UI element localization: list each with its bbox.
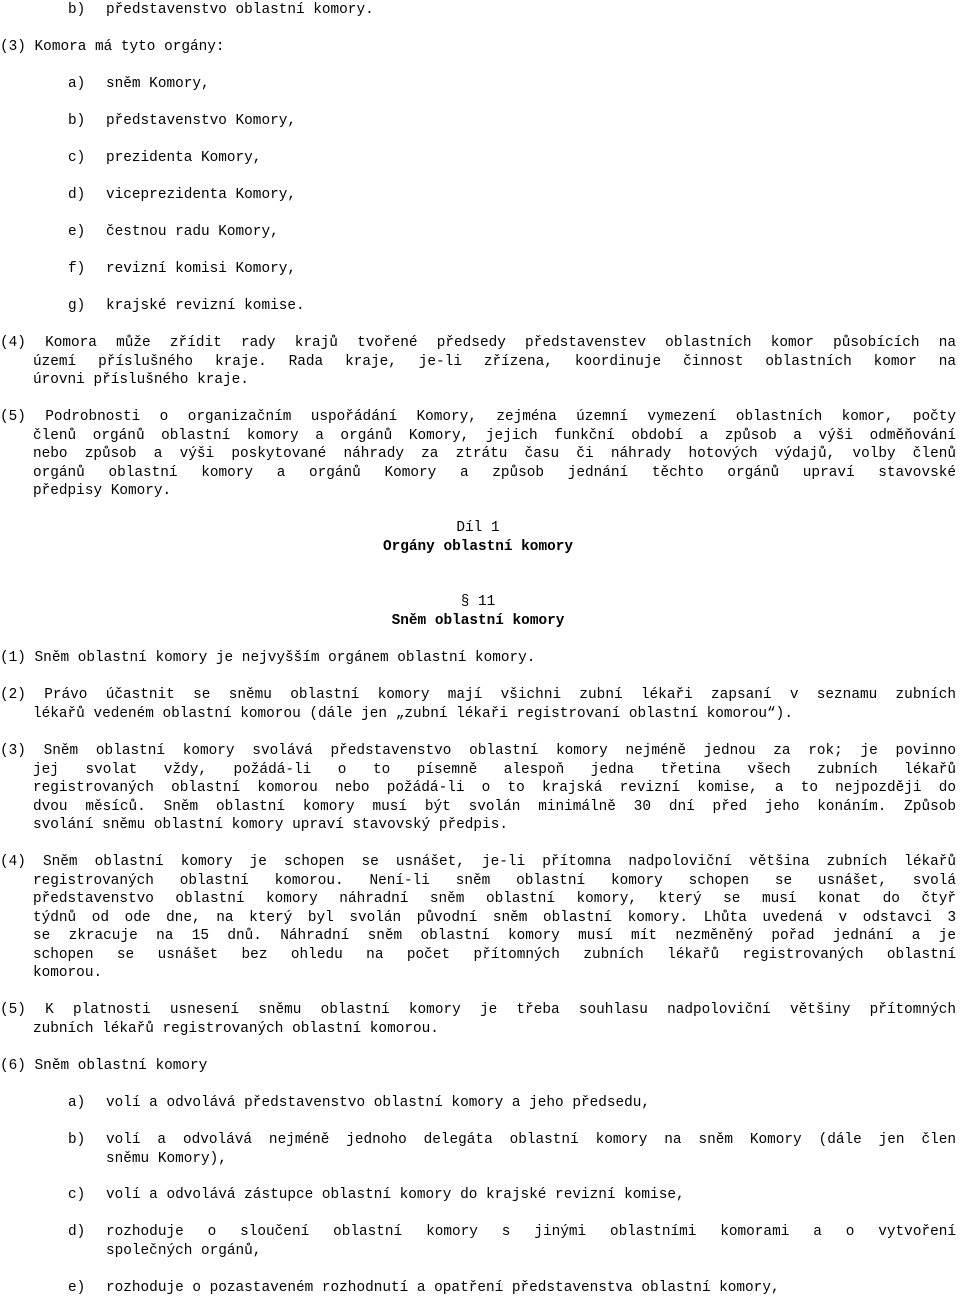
list-item-label: b) (68, 2, 86, 18)
list-item-label: d) (68, 187, 86, 203)
list-item-label: b) (68, 1132, 86, 1148)
list-item-text: čestnou radu Komory, (106, 224, 279, 240)
list-item (68, 223, 279, 242)
part-label: Díl 1 (456, 520, 500, 536)
list-item-label: a) (68, 1095, 86, 1111)
section-paragraph-5: (5) K platnosti usnesení sněmu oblastní komory je třeba souhlasu nadpoloviční většiny přítomných zubních lékařů registrovaných oblastní komorou. (0, 1002, 956, 1037)
paragraph-4: (4) Komora může zřídit rady krajů tvořené předsedy představenstev oblastních komor působících na území příslušného kraje. Rada kraje, je-li zřízena, koordinuje činnost oblastních komor na úrovni příslušného kraje. (0, 335, 956, 388)
list-item-text: volí a odvolává nejméně jednoho delegáta oblastní komory na sněm Komory (dále jen člen (106, 1132, 956, 1148)
list-item (68, 149, 261, 168)
section-paragraph-3: (3) Sněm oblastní komory svolává představenstvo oblastní komory nejméně jednou za rok; je povinno jej svolat vždy, požádá-li o to písemně alespoň jedna třetina všech zubních lékařů registrovaných oblastní komorou nebo požádá-li o to krajská revizní komise, a to nejpozději do dvou měsíců. Sněm oblastní komory musí být svolán minimálně 30 dní před jeho konáním. Způsob svolání sněmu oblastní komory upraví stavovský předpis. (0, 743, 956, 833)
list-item (68, 112, 296, 131)
list-item-text: volí a odvolává zástupce oblastní komory do krajské revizní komise, (106, 1187, 685, 1203)
section-number: § 11 (460, 594, 496, 610)
list-item-label: e) (68, 1280, 86, 1296)
list-item-text: sněm Komory, (106, 76, 210, 92)
section-paragraph-2: (2) Právo účastnit se sněmu oblastní komory mají všichni zubní lékaři zapsaní v seznamu zubních lékařů vedeném oblastní komorou (dále jen „zubní lékaři registrovaní oblastní komorou“). (0, 687, 956, 722)
list-item-text: revizní komisi Komory, (106, 261, 296, 277)
list-item-text: prezidenta Komory, (106, 150, 262, 166)
list-item-label: c) (68, 1187, 86, 1203)
section-paragraph-6-intro: (6) Sněm oblastní komory (0, 1058, 208, 1074)
list-item (68, 297, 305, 316)
list-item-text: viceprezidenta Komory, (106, 187, 296, 203)
section-title: Sněm oblastní komory (391, 613, 565, 629)
list-item-label: g) (68, 298, 86, 314)
list-item-text: představenstvo oblastní komory. (106, 2, 374, 18)
list-item-text: rozhoduje o pozastaveném rozhodnutí a opatření představenstva oblastní komory, (106, 1280, 780, 1296)
paragraph-5: (5) Podrobnosti o organizačním uspořádání Komory, zejména územní vymezení oblastních komor, počty členů orgánů oblastní komory a orgánů Komory, jejich funkční období a způsob a výši odměňování nebo způsob a výši poskytované náhrady za ztrátu času či náhrady hotových výdajů, volby členů orgánů oblastní komory a orgánů Komory a způsob jednání těchto orgánů upraví stavovské předpisy Komory. (0, 409, 956, 499)
list-item-text: rozhoduje o sloučení oblastní komory s jinými oblastními komorami a o vytvoření (106, 1224, 956, 1240)
list-item-label: b) (68, 113, 86, 129)
list-item-text: krajské revizní komise. (106, 298, 305, 314)
list-item (68, 75, 210, 94)
list-item-label: f) (68, 261, 86, 277)
section-paragraph-4: (4) Sněm oblastní komory je schopen se usnášet, je-li přítomna nadpoloviční většina zubních lékařů registrovaných oblastní komorou. Není-li sněm oblastní komory schopen se usnášet, svolá představenstvo oblastní komory náhradní sněm oblastní komory, který se musí konat do čtyř týdnů od ode dne, na který byl svolán původní sněm oblastní komory. Lhůta uvedená v odstavci 3 se zkracuje na 15 dnů. Náhradní sněm oblastní komory musí mít nezměněný pořad jednání a je schopen se usnášet bez ohledu na počet přítomných zubních lékařů registrovaných oblastní komorou. (0, 854, 956, 981)
list-item-label: d) (68, 1224, 86, 1240)
list-item-label: c) (68, 150, 86, 166)
list-item (68, 186, 296, 205)
list-item (68, 1, 374, 20)
part-title: Orgány oblastní komory (383, 539, 573, 555)
list-item-label: e) (68, 224, 86, 240)
list-item-label: a) (68, 76, 86, 92)
list-item-text: představenstvo Komory, (106, 113, 296, 129)
list-item (68, 260, 296, 279)
list-item-text: společných orgánů, (106, 1242, 262, 1259)
section-paragraph-1: (1) Sněm oblastní komory je nejvyšším orgánem oblastní komory. (0, 650, 536, 666)
list-item-text: volí a odvolává představenstvo oblastní komory a jeho předsedu, (106, 1095, 651, 1111)
list-item-text: sněmu Komory), (106, 1150, 227, 1167)
paragraph-3-intro: (3) Komora má tyto orgány: (0, 39, 225, 55)
